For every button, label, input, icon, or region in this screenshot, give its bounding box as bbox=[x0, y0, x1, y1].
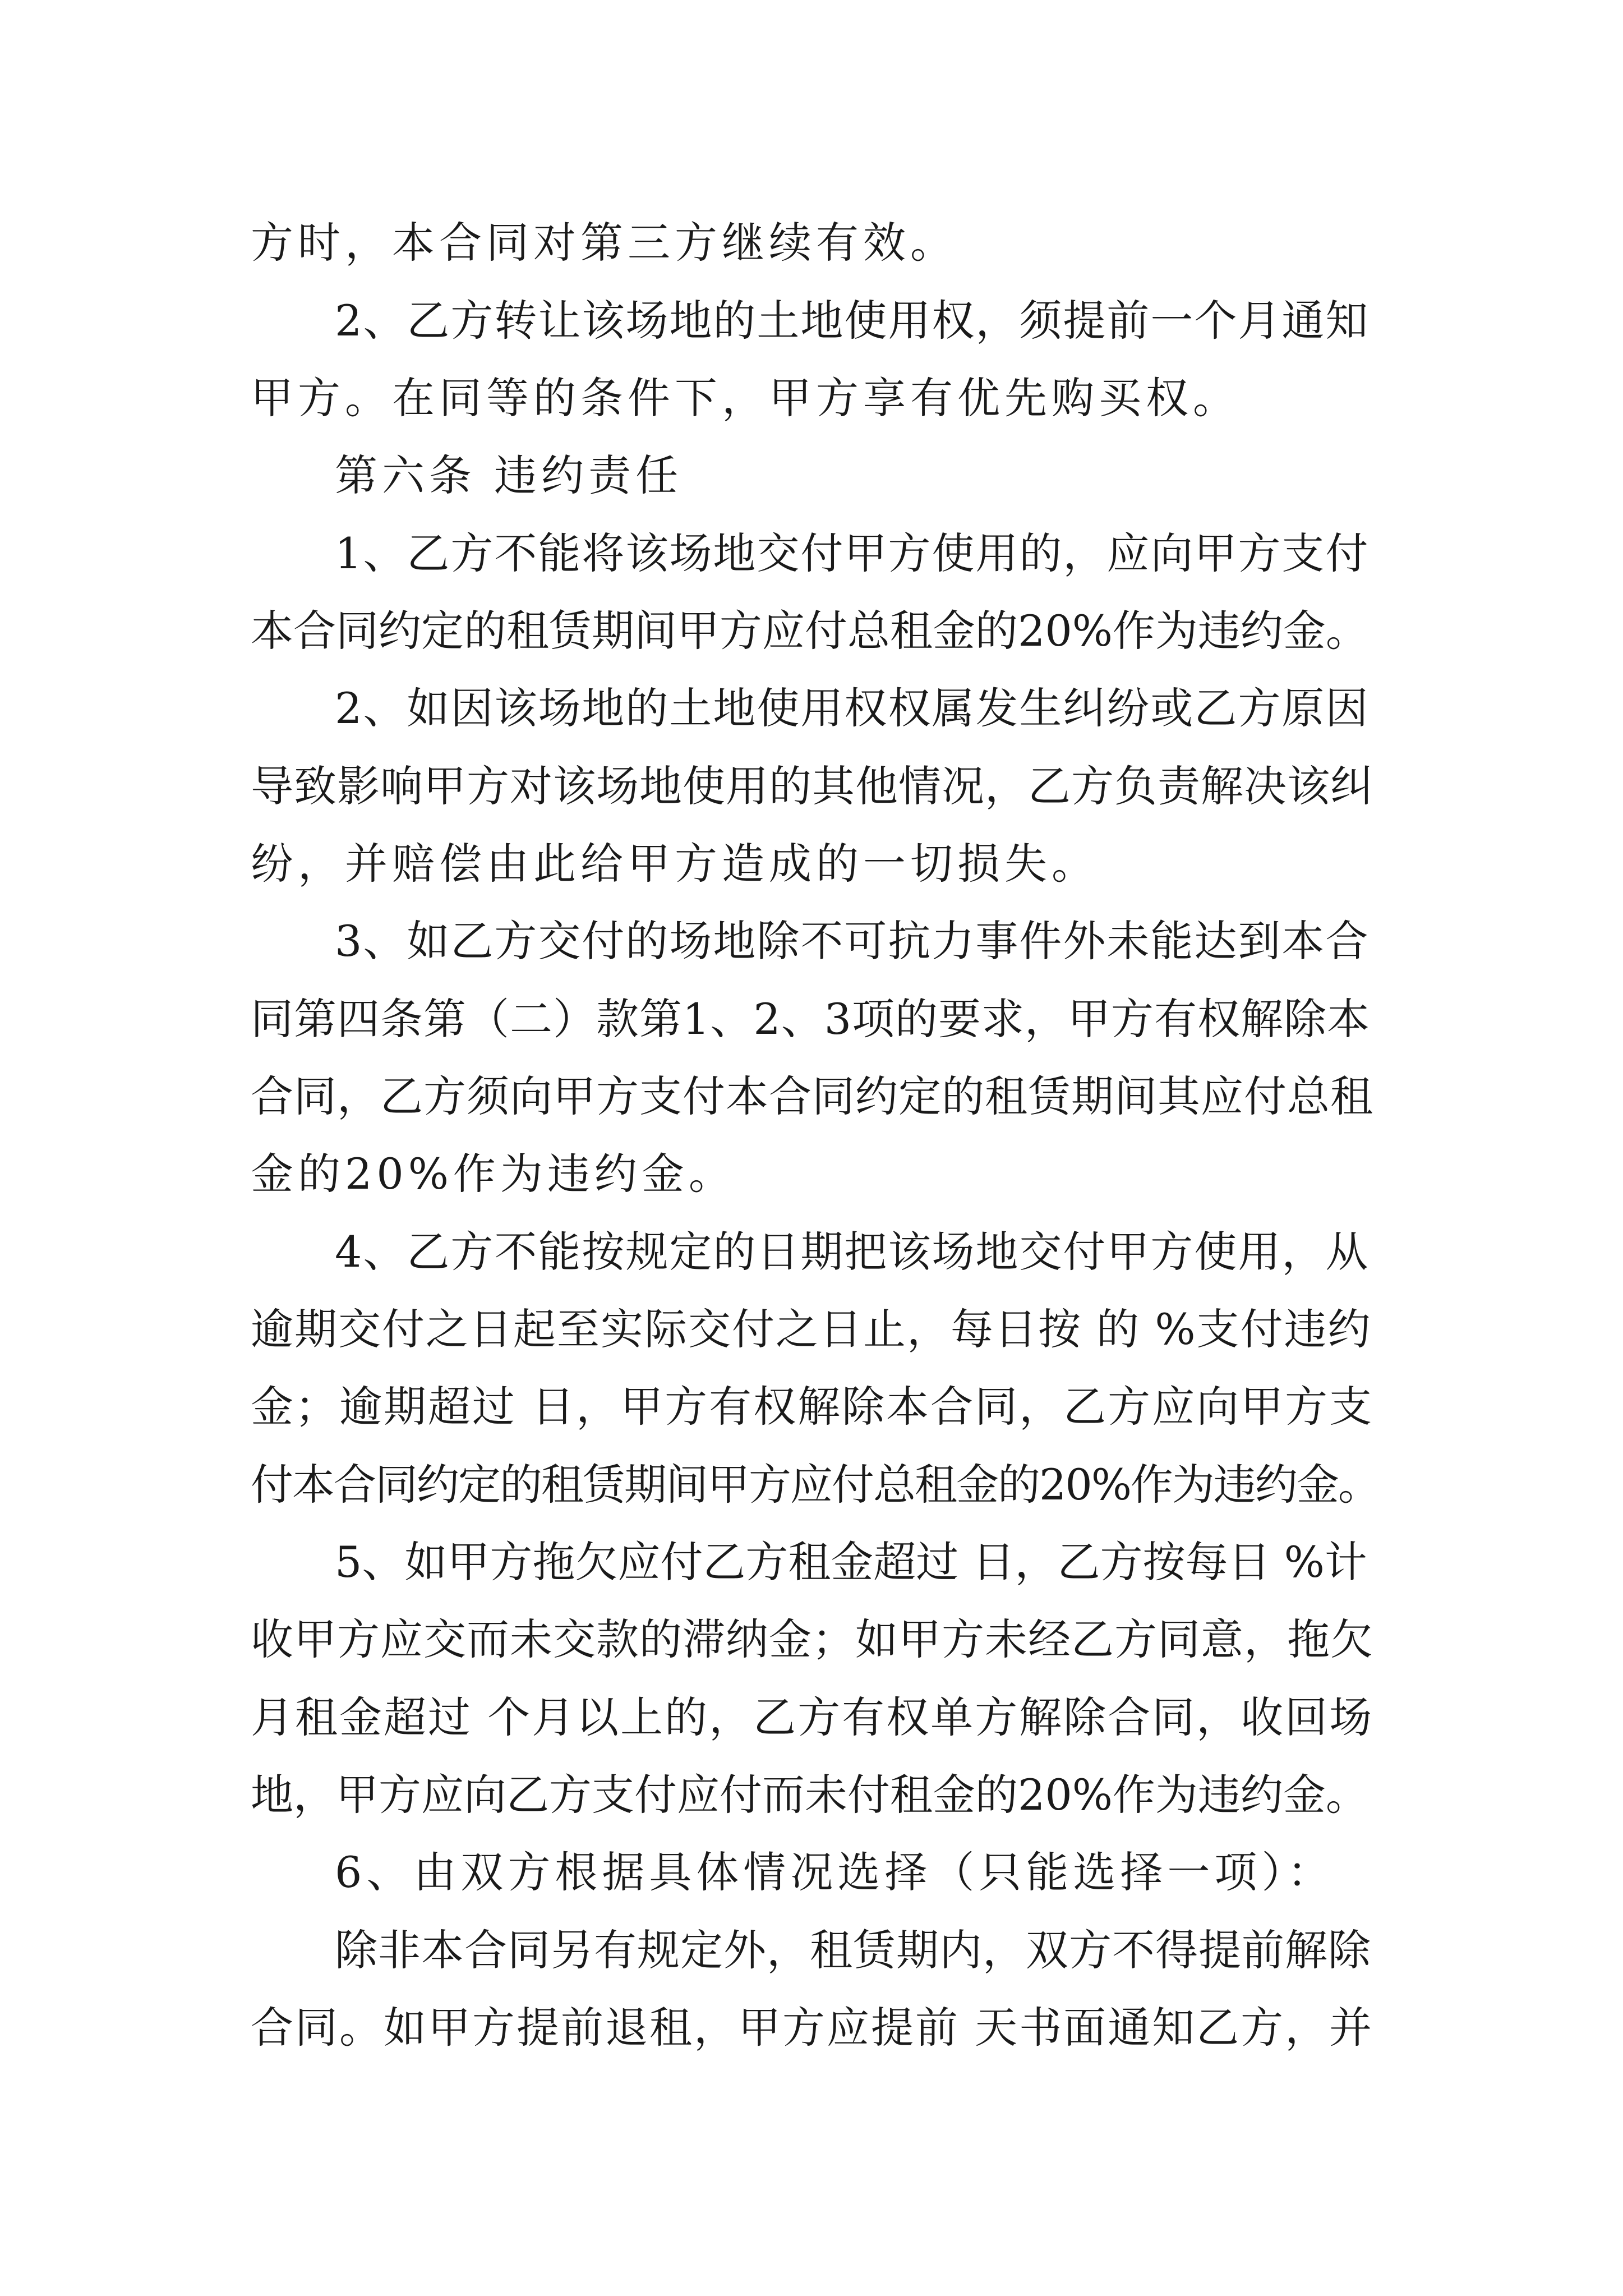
text-line: 导致影响甲方对该场地使用的其他情况，乙方负责解决该纠 bbox=[251, 761, 1373, 811]
text-line: 合同。如甲方提前退租，甲方应提前 天书面通知乙方，并 bbox=[251, 2003, 1374, 2053]
text-line: 合同，乙方须向甲方支付本合同约定的租赁期间其应付总租 bbox=[251, 1071, 1373, 1121]
text-line: 地，甲方应向乙方支付应付而未付租金的20%作为违约金。 bbox=[251, 1770, 1368, 1820]
text-line: 纷，并赔偿由此给甲方造成的一切损失。 bbox=[251, 839, 1099, 889]
text-line: 同第四条第（二）款第1、2、3项的要求，甲方有权解除本 bbox=[251, 994, 1371, 1044]
text-line: 2、乙方转让该场地的土地使用权，须提前一个月通知 bbox=[335, 296, 1370, 346]
text-line: 4、乙方不能按规定的日期把该场地交付甲方使用，从 bbox=[335, 1227, 1370, 1277]
text-line: 2、如因该场地的土地使用权权属发生纠纷或乙方原因 bbox=[335, 683, 1370, 733]
text-line: 除非本合同另有规定外，租赁期内，双方不得提前解除 bbox=[335, 1925, 1371, 1975]
text-line: 付本合同约定的租赁期间甲方应付总租金的20%作为违约金。 bbox=[251, 1460, 1380, 1510]
text-line: 收甲方应交而未交款的滞纳金；如甲方未经乙方同意，拖欠 bbox=[251, 1614, 1373, 1664]
text-line: 逾期交付之日起至实际交付之日止，每日按 的 %支付违约 bbox=[251, 1304, 1372, 1354]
text-line: 月租金超过 个月以上的，乙方有权单方解除合同，收回场 bbox=[251, 1692, 1374, 1742]
section-heading: 第六条 违约责任 bbox=[335, 450, 683, 500]
text-line: 金；逾期超过 日，甲方有权解除本合同，乙方应向甲方支 bbox=[251, 1382, 1374, 1432]
text-line: 6、由双方根据具体情况选择（只能选择一项）： bbox=[335, 1847, 1335, 1897]
text-line: 1、乙方不能将该场地交付甲方使用的，应向甲方支付 bbox=[335, 528, 1370, 578]
text-line: 5、如甲方拖欠应付乙方租金超过 日，乙方按每日 %计 bbox=[335, 1537, 1367, 1587]
text-line: 甲方。在同等的条件下，甲方享有优先购买权。 bbox=[251, 373, 1240, 423]
text-line: 本合同约定的租赁期间甲方应付总租金的20%作为违约金。 bbox=[251, 606, 1368, 656]
text-line: 方时，本合同对第三方继续有效。 bbox=[251, 218, 957, 268]
text-line: 金的20%作为违约金。 bbox=[251, 1149, 736, 1199]
text-line: 3、如乙方交付的场地除不可抗力事件外未能达到本合 bbox=[335, 916, 1370, 966]
